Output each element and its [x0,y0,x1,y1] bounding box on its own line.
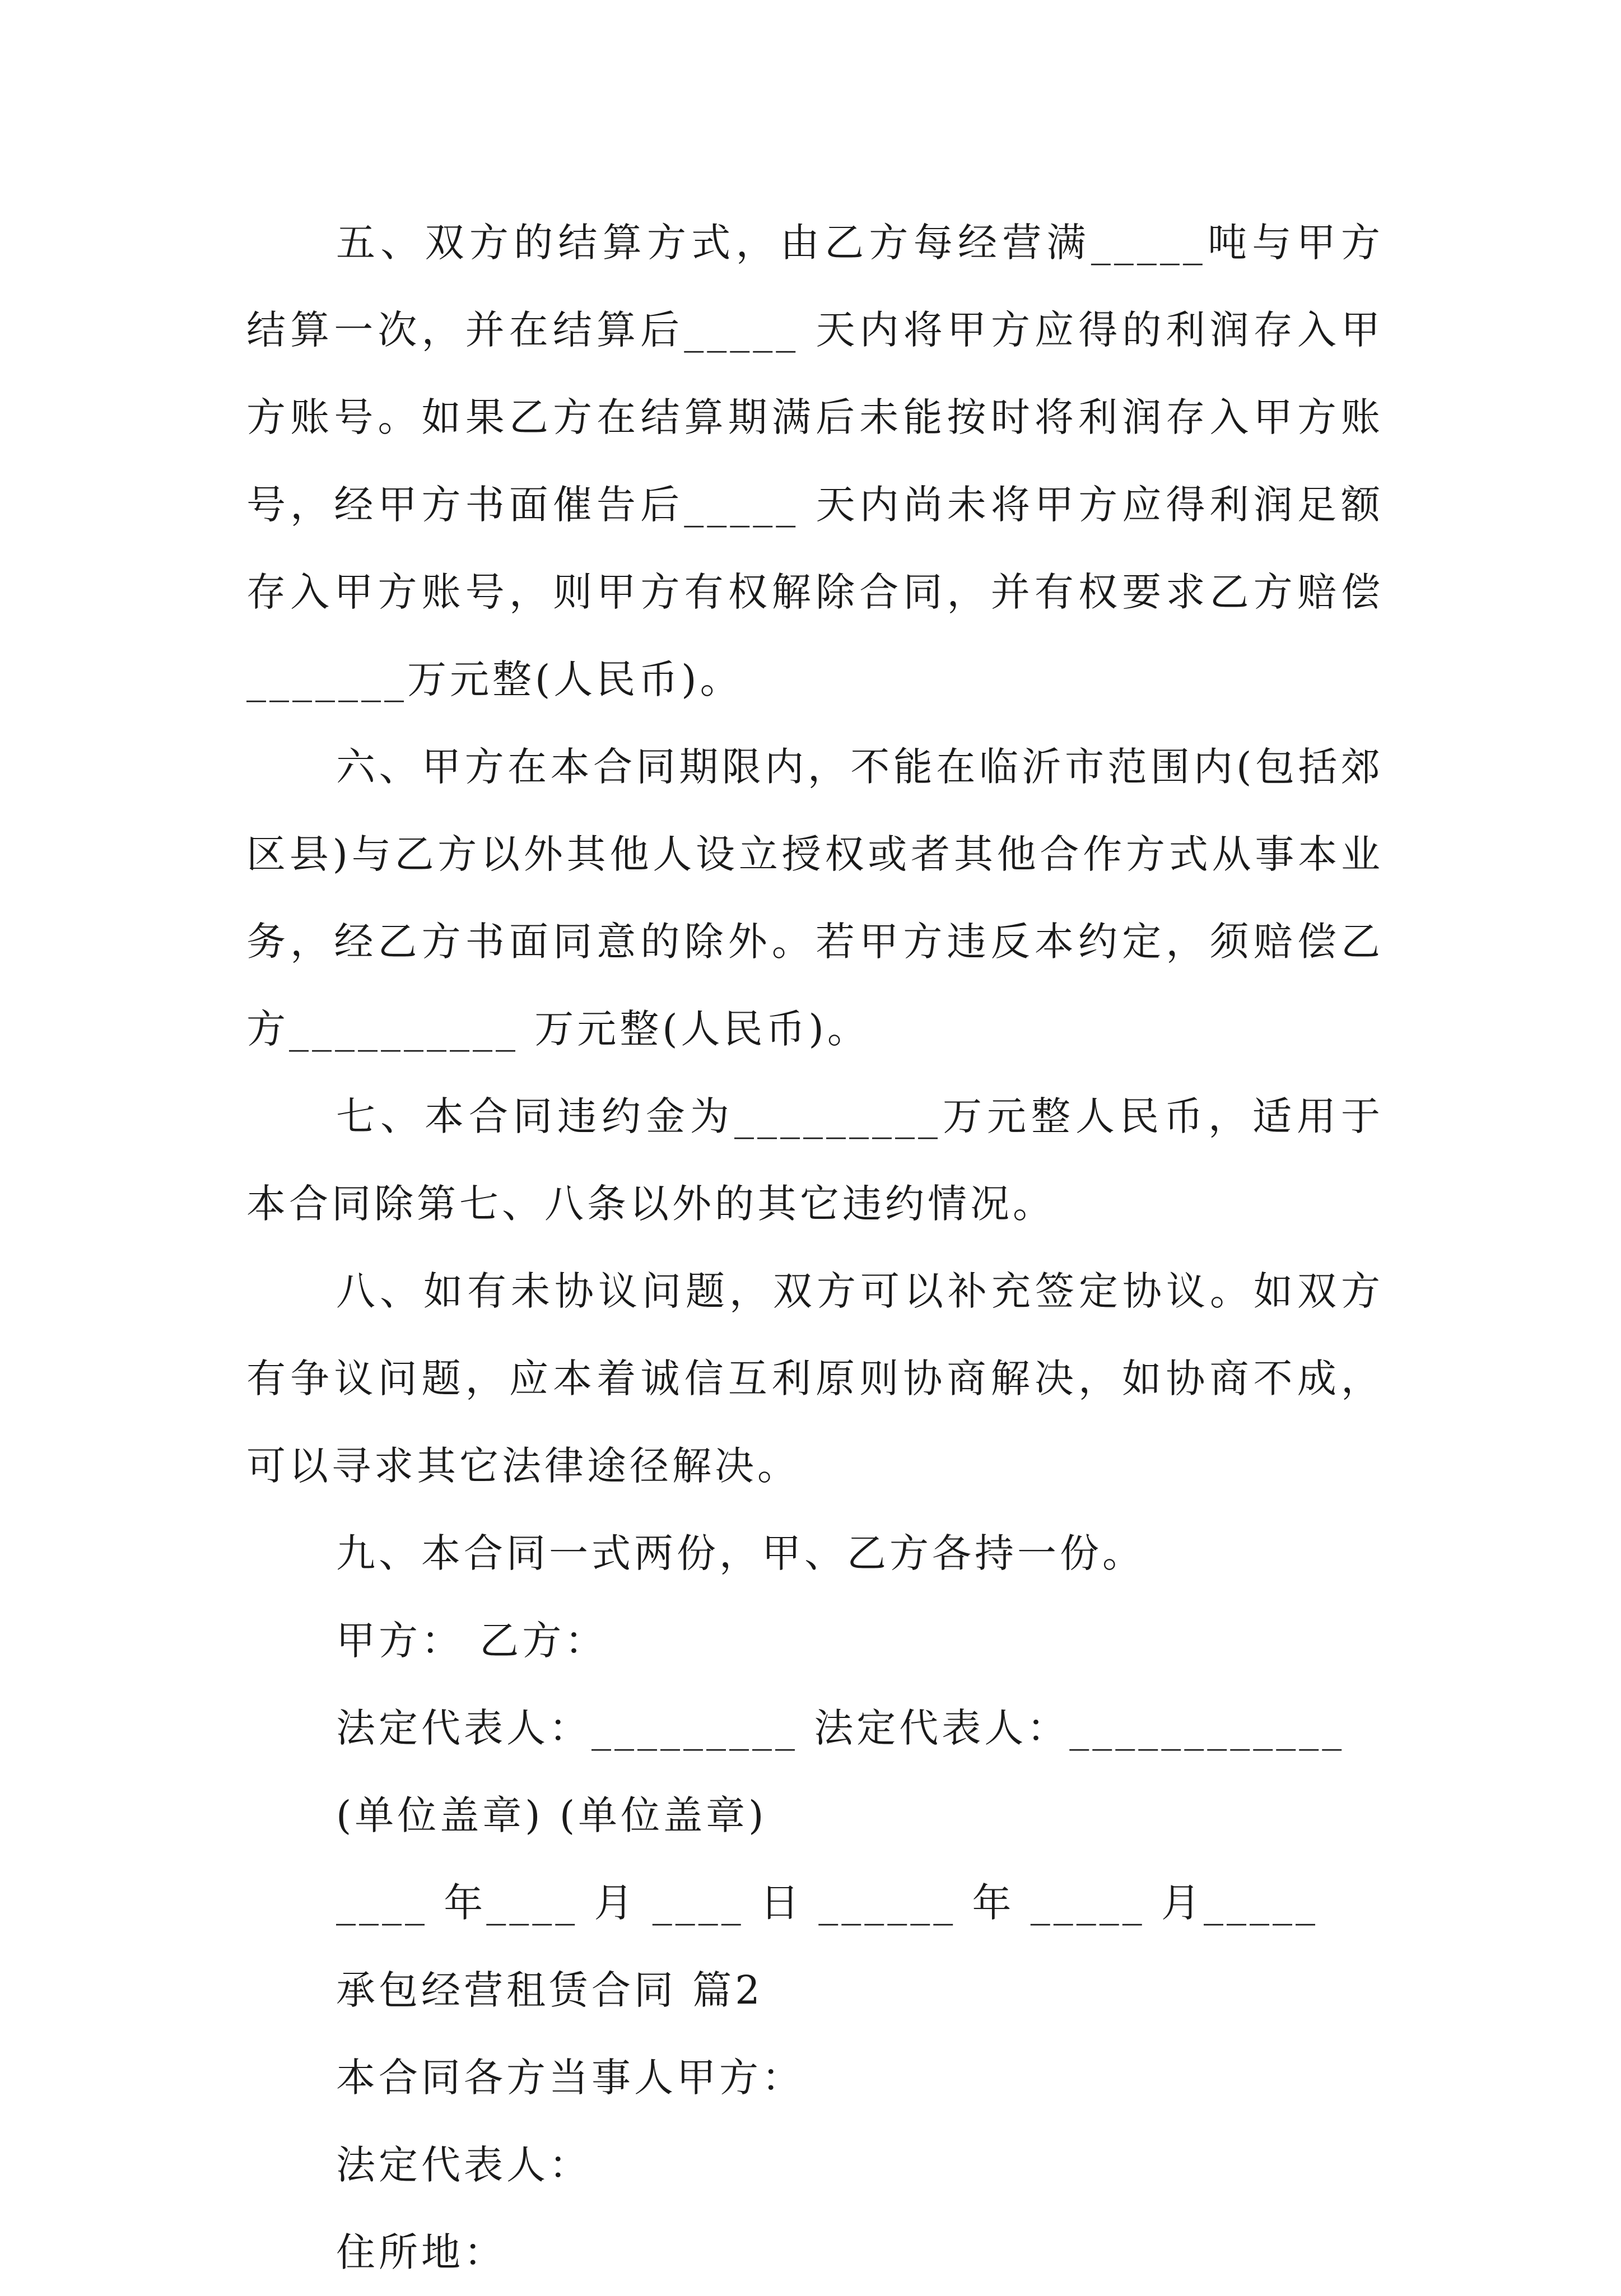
clause-7: 七、本合同违约金为_________万元整人民币，适用于本合同除第七、八条以外的其它违约情况。 [246,1093,1384,1227]
address-label: 住所地： [336,2229,506,2275]
section-title: 承包经营租赁合同 篇2 [336,1967,763,2013]
date-line: ____ 年____ 月 ____ 日 ______ 年 _____ 月_____ [336,1880,1319,1926]
clause-9: 九、本合同一式两份，甲、乙方各持一份。 [336,1530,1145,1576]
contract-text [246,199,1384,2296]
party-labels: 甲方： 乙方： [336,1618,608,1664]
clause-5: 五、双方的结算方式，由乙方每经营满_____吨与甲方结算一次，并在结算后_____ 天内将甲方应得的利润存入甲方账号。如果乙方在结算期满后未能按时将利润存入甲方账号，经甲方书面催告后_____ 天内尚未将甲方应得利润足额存入甲方账号，则甲方有权解除合同，并有权要求乙方赔偿_______万元整(人民币)。 [246,220,1384,702]
seal-line: (单位盖章) (单位盖章) [336,1792,767,1838]
clause-8: 八、如有未协议问题，双方可以补充签定协议。如双方有争议问题，应本着诚信互利原则协商解决，如协商不成，可以寻求其它法律途径解决。 [246,1268,1384,1489]
legal-representative-label: 法定代表人： [336,2142,591,2188]
legal-representative-line: 法定代表人：_________ 法定代表人：____________ [336,1705,1345,1751]
party-a-line: 本合同各方当事人甲方： [336,2055,804,2101]
clause-6: 六、甲方在本合同期限内，不能在临沂市范围内(包括郊区县)与乙方以外其他人设立授权或者其他合作方式从事本业务，经乙方书面同意的除外。若甲方违反本约定，须赔偿乙方__________ 万元整(人民币)。 [246,744,1384,1052]
